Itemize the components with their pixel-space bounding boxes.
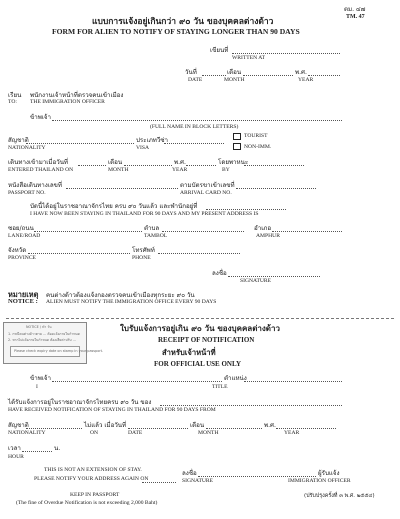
receipt-title-en: RECEIPT OF NOTIFICATION [158, 336, 255, 344]
arrival-card-field[interactable] [236, 188, 316, 189]
receipt-nationality-field[interactable] [26, 428, 82, 429]
phone-label-en: PHONE [132, 255, 151, 261]
entry-by-field[interactable] [244, 165, 304, 166]
stamp-line-2: 1. กรณีคนต่างด้าวตาม ... ต้องแจ้งภายในกำหนด [8, 332, 80, 336]
receipt-i-label-th: ข้าพเจ้า [30, 375, 51, 382]
notice-label-en: NOTICE : [8, 298, 38, 305]
to-value-th: พนักงานเจ้าหน้าที่ตรวจคนเข้าเมือง [30, 92, 124, 99]
statement-fill[interactable] [206, 209, 286, 210]
signature-label-en: SIGNATURE [240, 278, 272, 284]
receipt-title-th: ใบรับแจ้งการอยู่เกิน ๙๐ วัน ของบุคคลต่างด้าว [120, 324, 280, 333]
form-code-th: ตม. ๔๗ [344, 6, 366, 13]
receipt-nat-label-th: สัญชาติ [8, 422, 29, 429]
not-extension-text: THIS IS NOT AN EXTENSION OF STAY. [44, 467, 142, 473]
date-year-field[interactable] [308, 75, 340, 76]
date-month-label-en: MONTH [224, 77, 245, 83]
lane-label-th: ซอย/ถนน [8, 225, 34, 232]
date-month-field[interactable] [243, 75, 293, 76]
receipt-date-field[interactable] [128, 428, 188, 429]
tourist-checkbox[interactable] [233, 133, 241, 140]
entry-label-en: ENTERED THAILAND ON [8, 167, 74, 173]
receipt-received-en: HAVE RECEIVED NOTIFICATION OF STAYING IN THAILAND FOR 90 DAYS FROM [8, 407, 216, 413]
notice-stamp [3, 322, 104, 364]
name-label-th: ข้าพเจ้า [30, 114, 51, 121]
revision-text: (ปรับปรุงครั้งที่ ๓ พ.ศ. ๒๕๕๔) [304, 493, 375, 499]
notice-label-th: หมายเหตุ [8, 290, 39, 299]
receipt-sig-label-en: SIGNATURE [182, 478, 214, 484]
amphur-label-th: อำเภอ [254, 225, 272, 232]
entry-year-field[interactable] [186, 165, 216, 166]
date-year-label-en: YEAR [298, 77, 314, 83]
visa-field[interactable] [164, 143, 224, 144]
tear-off-line [6, 318, 394, 319]
passport-label-en: PASSPORT NO. [8, 190, 46, 196]
date-month-label-th: เดือน [227, 69, 242, 76]
province-label-en: PROVINCE [8, 255, 36, 261]
notify-again-date-field[interactable] [142, 482, 176, 483]
visa-label-th: ประเภทวีซ่า [136, 137, 168, 144]
receipt-officer-name-field[interactable] [52, 381, 222, 382]
non-imm-label: NON-IMM. [244, 144, 272, 150]
receipt-hour-label-en: HOUR [8, 454, 24, 460]
receipt-from-field[interactable] [160, 405, 342, 406]
tambol-field[interactable] [162, 231, 244, 232]
amphur-label-en: AMPHUR [256, 233, 280, 239]
receipt-time-field[interactable] [22, 451, 52, 452]
stamp-inner-box [10, 346, 104, 357]
receipt-year-field[interactable] [276, 428, 336, 429]
fine-text: (The fine of Overdue Notification is not exceeding 2,000 Baht) [16, 500, 158, 506]
official-title-en: FOR OFFICIAL USE ONLY [154, 360, 242, 368]
receipt-receiver-label-th: ผู้รับแจ้ง [318, 470, 340, 477]
entry-month-label-en: MONTH [108, 167, 129, 173]
receipt-i-label-en: I [36, 384, 38, 390]
statement-en: I HAVE NOW BEEN STAYING IN THAILAND FOR 90 DAYS AND MY PRESENT ADDRESS IS [30, 211, 259, 217]
entry-year-label-en: YEAR [172, 167, 188, 173]
non-imm-checkbox[interactable] [233, 143, 241, 150]
phone-field[interactable] [158, 253, 240, 254]
statement-th: บัดนี้ได้อยู่ในราชอาณาจักรไทย ครบ ๙๐ วันแล้ว และพำนักอยู่ที่ [30, 203, 198, 210]
date-year-label-th: พ.ศ. [295, 69, 307, 76]
name-hint-en: (FULL NAME IN BLOCK LETTERS) [150, 124, 239, 130]
notice-text-th: คนต่างด้าวต้องแจ้งกองตรวจคนเข้าเมืองทุกระยะ ๙๐ วัน [46, 292, 195, 299]
receipt-on-label-en: ON [90, 430, 99, 436]
arrival-label-th: ตามบัตรขาเข้าเลขที่ [180, 182, 235, 189]
receipt-on-label-th: ไม่แล้ว เมื่อวันที่ [84, 422, 127, 429]
receipt-month-label-th: เดือน [190, 422, 205, 429]
receipt-month-label-en: MONTH [198, 430, 219, 436]
province-field[interactable] [28, 253, 130, 254]
receipt-nat-label-en: NATIONALITY [8, 430, 46, 436]
signature-label-th: ลงชื่อ [212, 270, 227, 277]
stamp-line-3: 2. หากไม่แจ้งภายในกำหนด ต้องเสียค่าปรับ ... [8, 338, 76, 342]
receipt-position-field[interactable] [244, 381, 342, 382]
passport-label-th: หนังสือเดินทางเลขที่ [8, 182, 62, 189]
to-label-th: เรียน [8, 92, 22, 99]
title-en: FORM FOR ALIEN TO NOTIFY OF STAYING LONGER THAN 90 DAYS [52, 27, 300, 36]
written-at-label-en: WRITTEN AT [232, 55, 266, 61]
official-title-th: สำหรับเจ้าหน้าที่ [162, 348, 216, 357]
date-day-field[interactable] [202, 75, 226, 76]
entry-month-label-th: เดือน [108, 159, 123, 166]
receipt-signature-field[interactable] [198, 476, 316, 477]
signature-field[interactable] [228, 276, 320, 277]
notify-again-text: PLEASE NOTIFY YOUR ADDRESS AGAIN ON [34, 476, 149, 482]
receipt-position-label-th: ตำแหน่ง [224, 375, 247, 382]
nationality-field[interactable] [26, 143, 134, 144]
nationality-label-th: สัญชาติ [8, 137, 29, 144]
stamp-line-4: Please check expiry date on stamp in your passport. [14, 349, 104, 353]
tambol-label-en: TAMBOL [144, 233, 168, 239]
title-th: แบบการแจ้งอยู่เกินกว่า ๙๐ วัน ของบุคคลต่างด้าว [92, 17, 274, 27]
entry-month-field[interactable] [124, 165, 172, 166]
visa-label-en: VISA [136, 145, 150, 151]
entry-label-th: เดินทางเข้ามาเมื่อวันที่ [8, 159, 69, 166]
entry-by-label-en: BY [222, 167, 230, 173]
entry-year-label-th: พ.ศ. [174, 159, 186, 166]
province-label-th: จังหวัด [8, 247, 27, 254]
tambol-label-th: ตำบล [144, 225, 160, 232]
amphur-field[interactable] [272, 231, 342, 232]
entry-day-field[interactable] [78, 165, 106, 166]
arrival-label-en: ARRIVAL CARD NO. [180, 190, 232, 196]
lane-label-en: LANE/ROAD [8, 233, 41, 239]
written-at-field[interactable] [232, 53, 340, 54]
stamp-line-1: NOTICE / ทำ วัน [26, 325, 52, 329]
lane-field[interactable] [34, 231, 142, 232]
receipt-month-field[interactable] [206, 428, 262, 429]
entry-by-label-th: โดยพาหนะ [218, 159, 249, 166]
keep-in-passport-text: KEEP IN PASSPORT [70, 492, 120, 498]
receipt-time-unit-th: น. [54, 445, 61, 452]
form-code-en: TM. 47 [346, 14, 365, 20]
full-name-field[interactable] [52, 120, 342, 121]
date-day-label-th: วันที่ [185, 69, 197, 76]
phone-label-th: โทรศัพท์ [132, 247, 155, 254]
written-at-label-th: เขียนที่ [210, 47, 229, 54]
tourist-label: TOURIST [244, 133, 268, 139]
receipt-year-label-en: YEAR [284, 430, 300, 436]
receipt-received-th: ได้รับแจ้งการอยู่ในราชอาณาจักรไทยครบ ๙๐ วัน ของ [8, 399, 152, 406]
to-value-en: THE IMMIGRATION OFFICER [30, 99, 105, 105]
passport-field[interactable] [66, 188, 178, 189]
receipt-position-label-en: TITLE [212, 384, 228, 390]
receipt-time-label-th: เวลา [8, 445, 21, 452]
receipt-date-label-en: DATE [128, 430, 143, 436]
date-day-label-en: DATE [188, 77, 203, 83]
receipt-officer-label-en: IMMIGRATION OFFICER [288, 478, 351, 484]
receipt-year-label-th: พ.ศ. [264, 422, 276, 429]
receipt-sig-label-th: ลงชื่อ [182, 470, 197, 477]
nationality-label-en: NATIONALITY [8, 145, 46, 151]
notice-text-en: ALIEN MUST NOTIFY THE IMMIGRATION OFFICE EVERY 90 DAYS [46, 299, 217, 305]
to-label-en: TO: [8, 99, 17, 105]
